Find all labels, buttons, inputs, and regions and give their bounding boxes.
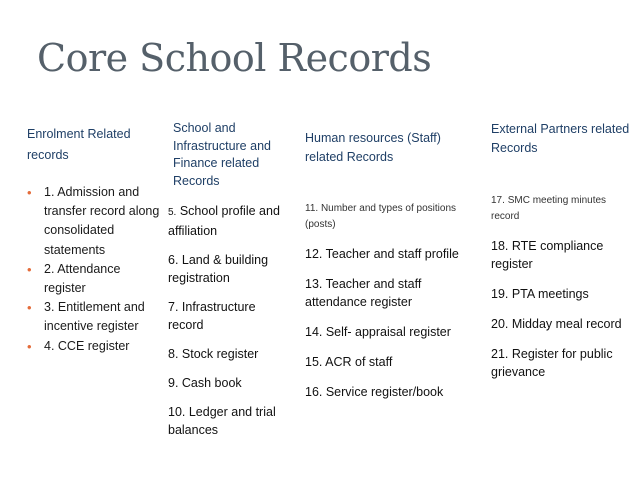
external-partners-heading: External Partners related Records <box>491 122 630 155</box>
list-item: 10. Ledger and trial balances <box>168 405 276 437</box>
list-item: 17. SMC meeting minutes record <box>491 195 607 222</box>
enrolment-list <box>27 183 165 356</box>
school-heading: School and Infrastructure and Finance related Records <box>173 121 271 188</box>
list-item: • 3. Entitlement and incentive register <box>27 298 165 336</box>
list-item: 13. Teacher and staff attendance register <box>305 277 422 309</box>
list-item: 14. Self- appraisal register <box>305 325 451 339</box>
list-item: 18. RTE compliance register <box>491 239 604 271</box>
list-item: 12. Teacher and staff profile <box>305 247 459 261</box>
list-item: 19. PTA meetings <box>491 287 589 301</box>
bullet-icon: • <box>27 185 32 200</box>
list-item: 9. Cash book <box>168 376 242 390</box>
list-item: 8. Stock register <box>168 347 259 361</box>
page-title: Core School Records <box>37 36 432 80</box>
list-item: 5. School profile and affiliation <box>168 204 280 238</box>
list-item: 15. ACR of staff <box>305 355 393 369</box>
human-resources-list <box>305 201 481 413</box>
list-item: 20. Midday meal record <box>491 317 622 331</box>
bullet-icon: • <box>27 261 32 277</box>
list-item: 6. Land & building registration <box>168 253 269 285</box>
school-list <box>168 202 286 450</box>
list-item: 7. Infrastructure record <box>168 300 256 332</box>
list-item: 11. Number and types of positions (posts) <box>305 203 457 230</box>
human-resources-heading: Human resources (Staff) related Records <box>305 131 441 164</box>
list-item: • 2. Attendance register <box>27 260 165 298</box>
external-partners-list <box>491 193 631 393</box>
bullet-icon: • <box>27 300 32 316</box>
list-item: • 1. Admission and transfer record along consolidated statements <box>27 183 165 260</box>
enrolment-heading: Enrolment Related records <box>27 127 131 162</box>
list-item: 16. Service register/book <box>305 385 444 399</box>
list-item: • 4. CCE register <box>27 337 165 356</box>
list-item: 21. Register for public grievance <box>491 347 613 379</box>
bullet-icon: • <box>27 338 32 354</box>
